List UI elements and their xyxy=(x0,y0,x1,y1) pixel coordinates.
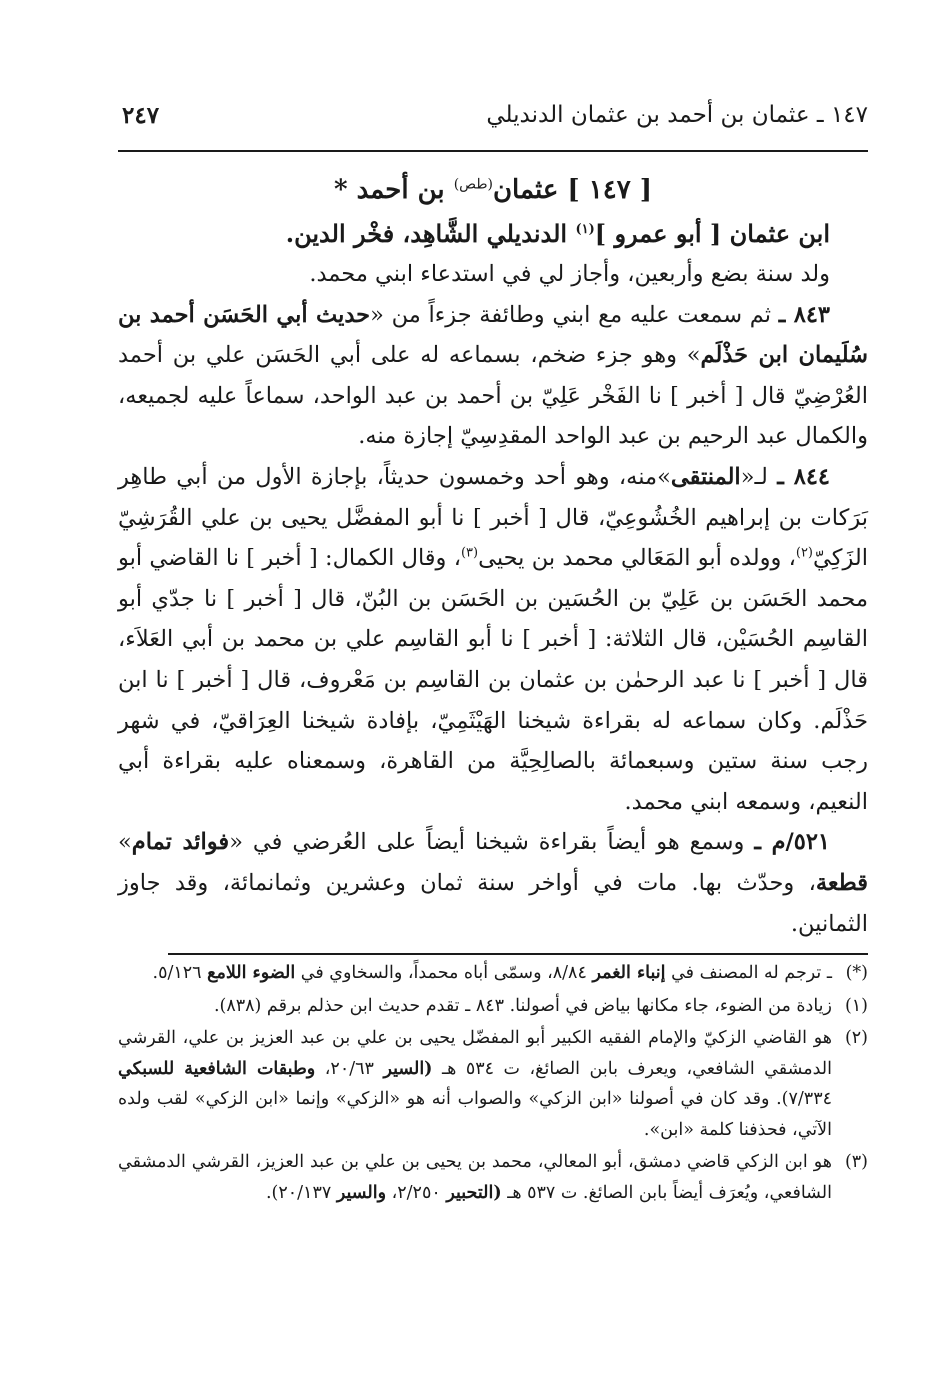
paragraph-844 xyxy=(118,457,868,822)
footnote-mark: (٣) xyxy=(844,1152,868,1172)
text-run: هو القاضي الزكيّ والإمام الفقيه الكبير أبو المفضّل يحيى بن علي بن عبد العزيز بن علي، القرشي الدمشقي الشافعي، ويعرف بابن الصائغ، ت ٥٣٤ هـ xyxy=(118,1028,832,1079)
text-run: ثم سمعت عليه مع ابني وطائفة جزءاً من « xyxy=(370,301,772,328)
entry-heading xyxy=(118,168,868,212)
text-run: ، وقال الكمال: [ أخبر ] نا القاضي أبو محمد الحَسَن بن عَلِيّ بن الحُسَين بن الحَسَن بن البُنّ، قال [ أخبر ] نا جدّي أبو القاسِم الحُسَيْن، قال الثلاثة: [ أخبر ] نا أبو القاسِم علي بن محمد بن أبي العَلاَء، قال [ أخبر ] نا عبد الرحمٰن بن عثمان بن القاسِم بن مَعْروف، قال [ أخبر ] نا ابن حَذْلَم. وكان سماعه له بقراءة شيخنا الهَيْثَمِيّ، بإفادة شيخنا العِرَاقيّ، في شهر رجب سنة ستين وسبعمائة بالصالِحِيَّة من القاهرة، وسمعناه عليه بقراءة أبي النعيم، وسمعه ابني محمد. xyxy=(118,545,868,815)
book-title: الضوء اللامع xyxy=(207,963,296,983)
footnote-star xyxy=(118,958,868,989)
text-run: زيادة من الضوء، جاء مكانها بياض في أصولنا. ٨٤٣ ـ تقدم حديث ابن حذلم برقم (٨٣٨). xyxy=(213,995,832,1016)
paragraph-number: ٨٤٣ ـ xyxy=(778,301,830,328)
birth-line: ولد سنة بضع وأربعين، وأجاز لي في استدعاء ابني محمد. xyxy=(309,261,830,287)
text-run: ـ ترجم له المصنف في xyxy=(665,963,832,983)
book-title: المنتقى xyxy=(670,463,741,490)
footnote-divider xyxy=(168,953,868,955)
book-title: فوائد تمام xyxy=(131,829,230,856)
text-run: ٢٠/١٣٧). xyxy=(265,1182,337,1203)
lineage-part-a: ابن عثمان [ أبو عمرو ] xyxy=(594,219,830,248)
bold-word: قطعة xyxy=(815,869,868,896)
paragraph-number: ٨٤٤ ـ xyxy=(777,463,830,490)
footnote-1 xyxy=(118,991,868,1022)
text-run: ٢٠/٦٣، xyxy=(315,1058,384,1079)
book-title: حديث أبي الحَسَن أحمد بن سُلَيمان ابن حَذْلَم xyxy=(118,301,868,369)
text-run: » xyxy=(118,829,132,856)
footnotes xyxy=(118,958,868,1210)
footnote-ref-2: (٢) xyxy=(795,545,813,561)
entry-name: عثمان xyxy=(492,175,559,205)
paragraph-843 xyxy=(118,295,868,457)
text-run: ، وولده أبو المَعَالي محمد بن يحيى xyxy=(478,545,796,572)
book-title: وطبقات الشافعية للسبكي xyxy=(118,1058,316,1079)
text-run: ٧/٣٣٤). وقد كان في أصولنا «ابن الزكي» والصواب أنه هو «الزكي» وإنما «ابن الزكي» لقب ولده الآتي، فحذفنا كلمة «ابن». xyxy=(118,1089,832,1140)
book-title: (السير xyxy=(383,1058,433,1079)
text-run: لـ« xyxy=(740,463,768,490)
entry-number: [ ١٤٧ ] xyxy=(567,175,653,205)
text-run: »منه، وهو أحد وخمسون حديثاً، بإجازة الأول من أبي طاهِر بَرَكات بن إبراهيم الخُشُوعِيّ، قال [ أخبر ] نا أبو المفضَّل يحيى بن علي القُرَشِيّ الزَكِيّ xyxy=(118,463,868,572)
book-title: والسير xyxy=(336,1182,387,1203)
entry-name-rest: بن أحمد * xyxy=(333,175,445,205)
text-run: ٢/٢٥٠، xyxy=(386,1182,447,1203)
paragraph-number: ٥٢١/م ـ xyxy=(754,829,831,856)
text-run: وسمع هو أيضاً بقراءة شيخنا أيضاً على العُرضي في « xyxy=(229,829,745,856)
text-run: ٨/٨٤، وسمّى أباه محمداً، والسخاوي في xyxy=(295,963,593,983)
footnote-3 xyxy=(118,1147,868,1208)
book-title: إنباء الغمر xyxy=(592,963,666,983)
book-title: (التحبير xyxy=(446,1182,502,1203)
text-run: هو ابن الزكي قاضي دمشق، أبو المعالي، محمد بن يحيى بن علي بن عبد العزيز، القرشي الدمشقي الشافعي، ويُعرَف أيضاً بابن الصائغ. ت ٥٣٧ هـ xyxy=(118,1152,832,1203)
footnote-ref-1: (١) xyxy=(575,222,595,237)
entry-body xyxy=(118,168,868,944)
footnote-mark: (١) xyxy=(844,995,868,1016)
lineage-line xyxy=(118,214,868,254)
paragraph-521 xyxy=(118,822,868,944)
page-number: ٢٤٧ xyxy=(122,102,160,129)
text-run: » وهو جزء ضخم، بسماعه له على أبي الحَسَن علي بن أحمد العُرْضِيّ قال [ أخبر ] نا الفَخْر عَلِيّ بن أحمد بن عبد الواحد، سماعاً عليه لجميعه، والكمال عبد الرحيم بن عبد الواحد المقدِسِيّ إجازة منه. xyxy=(118,342,868,450)
lineage-part-b: الدنديلي الشَّاهِد، فخْر الدين. xyxy=(285,219,568,248)
footnote-mark: (*) xyxy=(845,963,868,983)
footnote-ref-3: (٣) xyxy=(460,545,479,561)
footnote-2 xyxy=(118,1023,868,1145)
footnote-mark: (٢) xyxy=(844,1028,868,1048)
running-header xyxy=(118,92,868,152)
text-run: ، وحدّث بها. مات في أواخر سنة ثمان وعشرين وثمانمائة، وقد جاوز الثمانين. xyxy=(118,869,868,937)
entry-sigla: (طص) xyxy=(453,176,493,193)
running-title: ١٤٧ ـ عثمان بن أحمد بن عثمان الدنديلي xyxy=(486,102,868,128)
text-run: ٥/١٢٦. xyxy=(152,963,208,983)
